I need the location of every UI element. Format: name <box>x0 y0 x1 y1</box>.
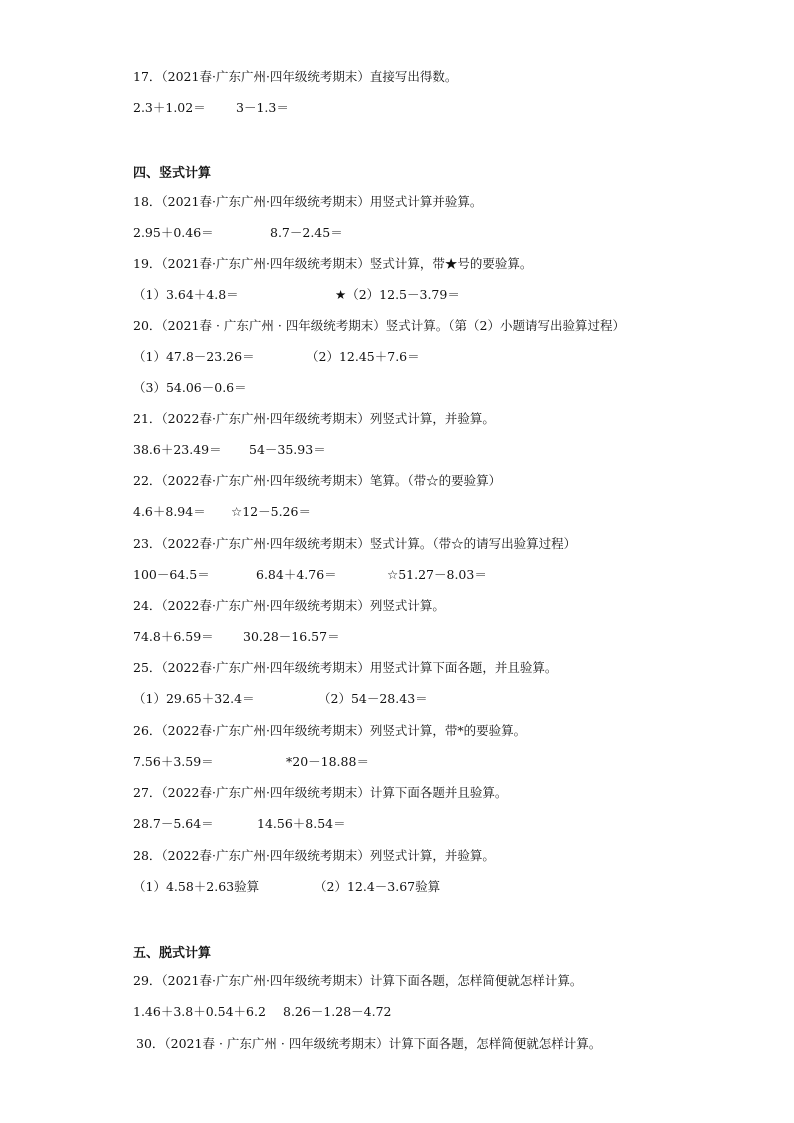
question-27-title: 27．（2022春·广东广州·四年级统考期末）计算下面各题并且验算。 <box>133 785 508 800</box>
question-17-title: 17．（2021春·广东广州·四年级统考期末）直接写出得数。 <box>133 69 458 84</box>
q21-item-2: 54－35.93＝ <box>249 442 326 457</box>
q24-item-2: 30.28－16.57＝ <box>243 629 340 644</box>
question-19-title: 19．（2021春·广东广州·四年级统考期末）竖式计算，带★号的要验算。 <box>133 256 533 271</box>
section-5-heading: 五、脱式计算 <box>133 946 212 961</box>
q23-item-1: 100－64.5＝ <box>133 567 210 582</box>
q18-item-1: 2.95＋0.46＝ <box>133 225 214 240</box>
question-28-title: 28．（2022春·广东广州·四年级统考期末）列竖式计算，并验算。 <box>133 848 495 863</box>
q17-item-2: 3－1.3＝ <box>236 100 289 115</box>
section-4-heading: 四、竖式计算 <box>133 166 212 181</box>
q19-item-2: ★（2）12.5－3.79＝ <box>335 287 460 302</box>
question-18-title: 18．（2021春·广东广州·四年级统考期末）用竖式计算并验算。 <box>133 194 483 209</box>
q19-item-1: （1）3.64＋4.8＝ <box>133 287 239 302</box>
question-26-title: 26．（2022春·广东广州·四年级统考期末）列竖式计算，带*的要验算。 <box>133 723 527 738</box>
q26-item-1: 7.56＋3.59＝ <box>133 754 214 769</box>
q21-item-1: 38.6＋23.49＝ <box>133 442 222 457</box>
question-25-title: 25．（2022春·广东广州·四年级统考期末）用竖式计算下面各题，并且验算。 <box>133 660 558 675</box>
q25-item-1: （1）29.65＋32.4＝ <box>133 691 255 706</box>
q22-item-2: ☆12－5.26＝ <box>231 504 311 519</box>
question-20-title: 20．（2021春 · 广东广州 · 四年级统考期末）竖式计算。（第（2）小题请写出验算过程） <box>133 318 626 333</box>
q29-item-1: 1.46＋3.8＋0.54＋6.2 <box>133 1004 266 1019</box>
q27-item-1: 28.7－5.64＝ <box>133 816 214 831</box>
q18-item-2: 8.7－2.45＝ <box>270 225 343 240</box>
question-21-title: 21．（2022春·广东广州·四年级统考期末）列竖式计算，并验算。 <box>133 411 495 426</box>
q25-item-2: （2）54－28.43＝ <box>318 691 428 706</box>
question-29-title: 29．（2021春·广东广州·四年级统考期末）计算下面各题，怎样简便就怎样计算。 <box>133 973 583 988</box>
q20-item-3: （3）54.06－0.6＝ <box>133 380 247 395</box>
q20-item-1: （1）47.8－23.26＝ <box>133 349 255 364</box>
question-22-title: 22．（2022春·广东广州·四年级统考期末）笔算。（带☆的要验算） <box>133 473 502 488</box>
q20-item-2: （2）12.45＋7.6＝ <box>306 349 420 364</box>
question-30-title: 30．（2021春 · 广东广州 · 四年级统考期末）计算下面各题，怎样简便就怎样计算。 <box>136 1036 602 1051</box>
q24-item-1: 74.8＋6.59＝ <box>133 629 214 644</box>
q22-item-1: 4.6＋8.94＝ <box>133 504 206 519</box>
q27-item-2: 14.56＋8.54＝ <box>257 816 346 831</box>
question-24-title: 24．（2022春·广东广州·四年级统考期末）列竖式计算。 <box>133 598 445 613</box>
q23-item-2: 6.84＋4.76＝ <box>256 567 337 582</box>
q28-item-1: （1）4.58＋2.63验算 <box>133 879 260 894</box>
q23-item-3: ☆51.27－8.03＝ <box>387 567 487 582</box>
question-23-title: 23．（2022春·广东广州·四年级统考期末）竖式计算。（带☆的请写出验算过程） <box>133 536 577 551</box>
q29-item-2: 8.26－1.28－4.72 <box>283 1004 392 1019</box>
q28-item-2: （2）12.4－3.67验算 <box>314 879 441 894</box>
q26-item-2: *20－18.88＝ <box>286 754 369 769</box>
q17-item-1: 2.3＋1.02＝ <box>133 100 206 115</box>
